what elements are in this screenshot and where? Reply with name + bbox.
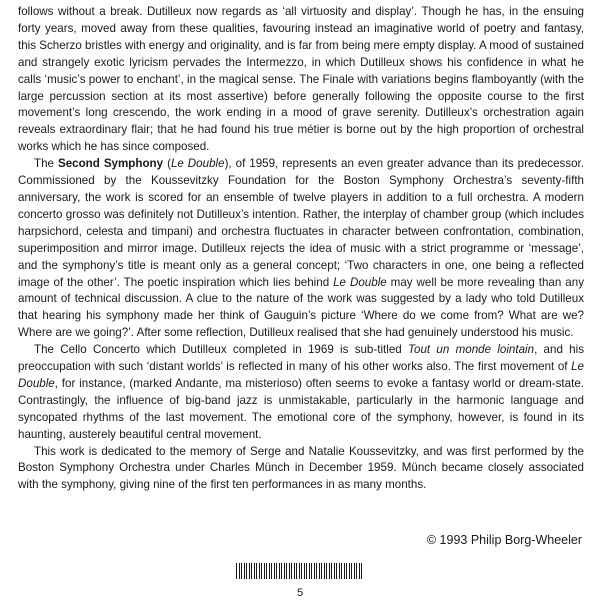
text-run: The Cello Concerto which Dutilleux completed in 1969 is sub-titled <box>34 343 409 357</box>
body-text <box>18 4 584 494</box>
barcode-graphic <box>236 563 364 579</box>
work-title-le-double: Le Double <box>333 275 387 289</box>
paragraph-cello-concerto <box>18 342 584 443</box>
text-run: may well be more revealing than any amount of technical discussion. A clue to the nature of the work was suggested by a lady who told Dutilleux that hearing his symphony made her think of Gauguin’s picture ‘Where do we come from? What are we? Where are we going?’. After some reflection, Dutilleux realised that she had genuinely understood his music. <box>18 275 584 340</box>
paragraph-lead: The <box>34 157 58 171</box>
page-number: 5 <box>296 587 304 599</box>
text-run: ( <box>163 157 171 171</box>
text-run: , and his preoccupation with such ‘distant worlds’ is reflected in many of his other works also. The first movement of <box>18 343 584 374</box>
work-title-second-symphony: Second Symphony <box>57 157 164 171</box>
work-subtitle-le-double: Le Double <box>170 157 225 171</box>
copyright-notice: © 1993 Philip Borg-Wheeler <box>426 533 582 547</box>
paragraph-first-symphony-continued: follows without a break. Dutilleux now regards as ‘all virtuosity and display’. Though he has, in the ensuing forty years, moved away from these qualities, favouring instead an imaginative world of poetry and fantasy, this Scherzo bristles with energy and originality, and is far from being mere empty display. A mood of sustained and strangely exotic lyricism pervades the Intermezzo, in which Dutilleux shows his confidence in what he calls ‘music’s power to enchant’, in the magical sense. The Finale with variations begins flamboyantly (with the large percussion section at its most assertive) before generally following the opposite course to the first movement’s long crescendo, the work ending in a mood of grave serenity. Dutilleux’s orchestration again reveals extraordinary flair; that he had found his true métier is borne out by the high proportion of orchestral works which he has since composed. <box>18 5 585 154</box>
text-run: ), of 1959, represents an even greater advance than its predecessor. Commissioned by the Koussevitzky Foundation for the Boston Symphony Orchestra’s seventy-fifth anniversary, the work is scored for an ensemble of twelve players in addition to a full orchestra. A modern concerto grosso was definitely not Dutilleux’s intention. Rather, the interplay of chamber group (which includes harpsichord, celesta and timpani) and orchestra fluctuates in character between confrontation, combination, superimposition and mirror image. Dutilleux rejects the idea of music with a strict programme or ‘message’, and the symphony’s title is meant only as a general concept; ‘Two characters in one, one being a reflected image of the other’. The poetic inspiration which lies behind <box>18 157 585 289</box>
work-title-le-double: Le Double <box>18 360 584 390</box>
text-run: , for instance, (marked Andante, ma misterioso) often seems to evoke a fantasy world or dream-state. Contrastingly, the influence of big-band jazz is unmistakable, particularly in the harmonic language and syncopated rhythms of the last movement. The emotional core of the symphony, however, is found in its haunting, austerely beautiful central movement. <box>18 376 584 441</box>
work-subtitle-tout-un-monde-lointain: Tout un monde lointain <box>408 343 535 357</box>
paragraph-second-symphony <box>18 156 584 342</box>
paragraph-dedication: This work is dedicated to the memory of Serge and Natalie Koussevitzky, and was first performed by the Boston Symphony Orchestra under Charles Münch in December 1959. Münch became closely associated with the symphony, giving nine of the first ten performances in as many months. <box>18 444 584 492</box>
